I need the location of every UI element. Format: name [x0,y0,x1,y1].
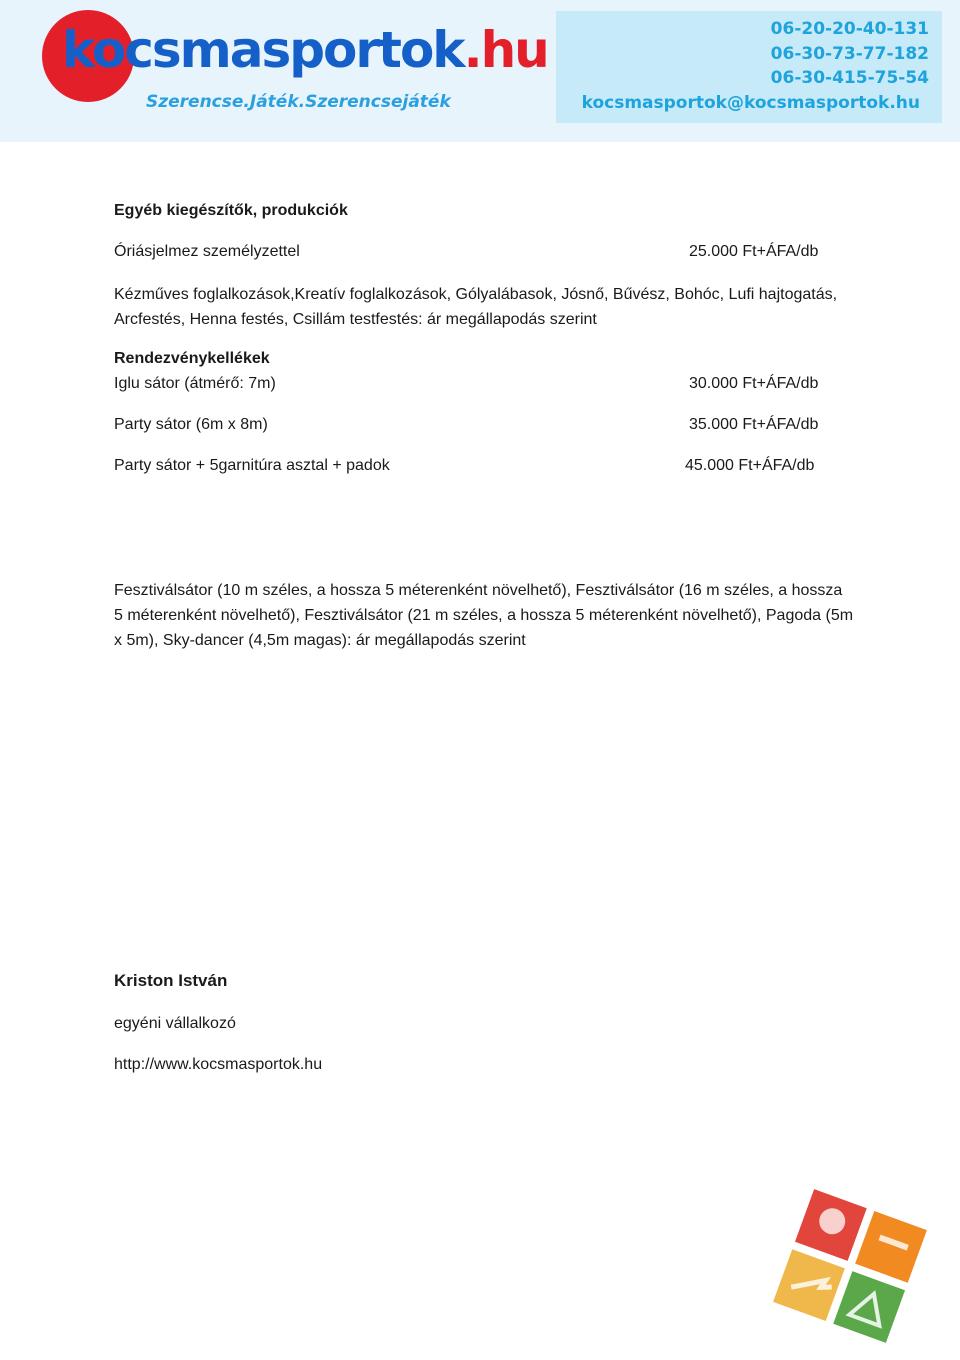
page-header [0,0,960,142]
section-title-extras: Egyéb kiegészítők, produkciók [114,202,348,219]
paragraph-festival-tents: Fesztiválsátor (10 m széles, a hossza 5 méterenként növelhető), Fesztiválsátor (16 m széles, a hossza 5 méterenként növelhető), Fesztiválsátor (21 m széles, a hossza 5 méterenként növelhető), Pagoda (5m x 5m), Sky-dancer (4,5m magas): ár megállapodás szerint [114,582,854,649]
sports-tiles-logo [750,1170,940,1360]
item-price-costume: 25.000 Ft+ÁFA/db [689,243,819,260]
tagline: Szerencse.Játék.Szerencsejáték [146,92,451,112]
email-link[interactable]: kocsmasportok@kocsmasportok.hu [581,93,920,113]
item-price-party-tent-set: 45.000 Ft+ÁFA/db [685,457,815,474]
signature-url[interactable]: http://www.kocsmasportok.hu [114,1056,323,1073]
phone-3: 06-30-415-75-54 [770,68,929,88]
phone-1: 06-20-20-40-131 [770,19,929,39]
section-title-event-props: Rendezvénykellékek [114,350,270,367]
item-label-igloo-tent: Iglu sátor (átmérő: 7m) [114,375,276,392]
logo-tld-text: .hu [463,21,548,79]
item-label-costume: Óriásjelmez személyzettel [114,243,300,260]
signature-role: egyéni vállalkozó [114,1015,236,1032]
item-price-party-tent: 35.000 Ft+ÁFA/db [689,416,819,433]
phone-2: 06-30-73-77-182 [770,44,929,64]
item-label-party-tent-set: Party sátor + 5garnitúra asztal + padok [114,457,390,474]
item-label-party-tent: Party sátor (6m x 8m) [114,416,268,433]
paragraph-activities: Kézműves foglalkozások,Kreatív foglalkozások, Gólyalábasok, Jósnő, Bűvész, Bohóc, Lufi hajtogatás, Arcfestés, Henna festés, Csillám testfestés: ár megállapodás szerint [114,286,838,328]
signature-name: Kriston István [114,971,228,990]
item-price-igloo-tent: 30.000 Ft+ÁFA/db [689,375,819,392]
logo-main-text: kocsmasportok [62,21,464,79]
contact-box [556,11,942,123]
logo-wordmark[interactable] [62,20,548,80]
